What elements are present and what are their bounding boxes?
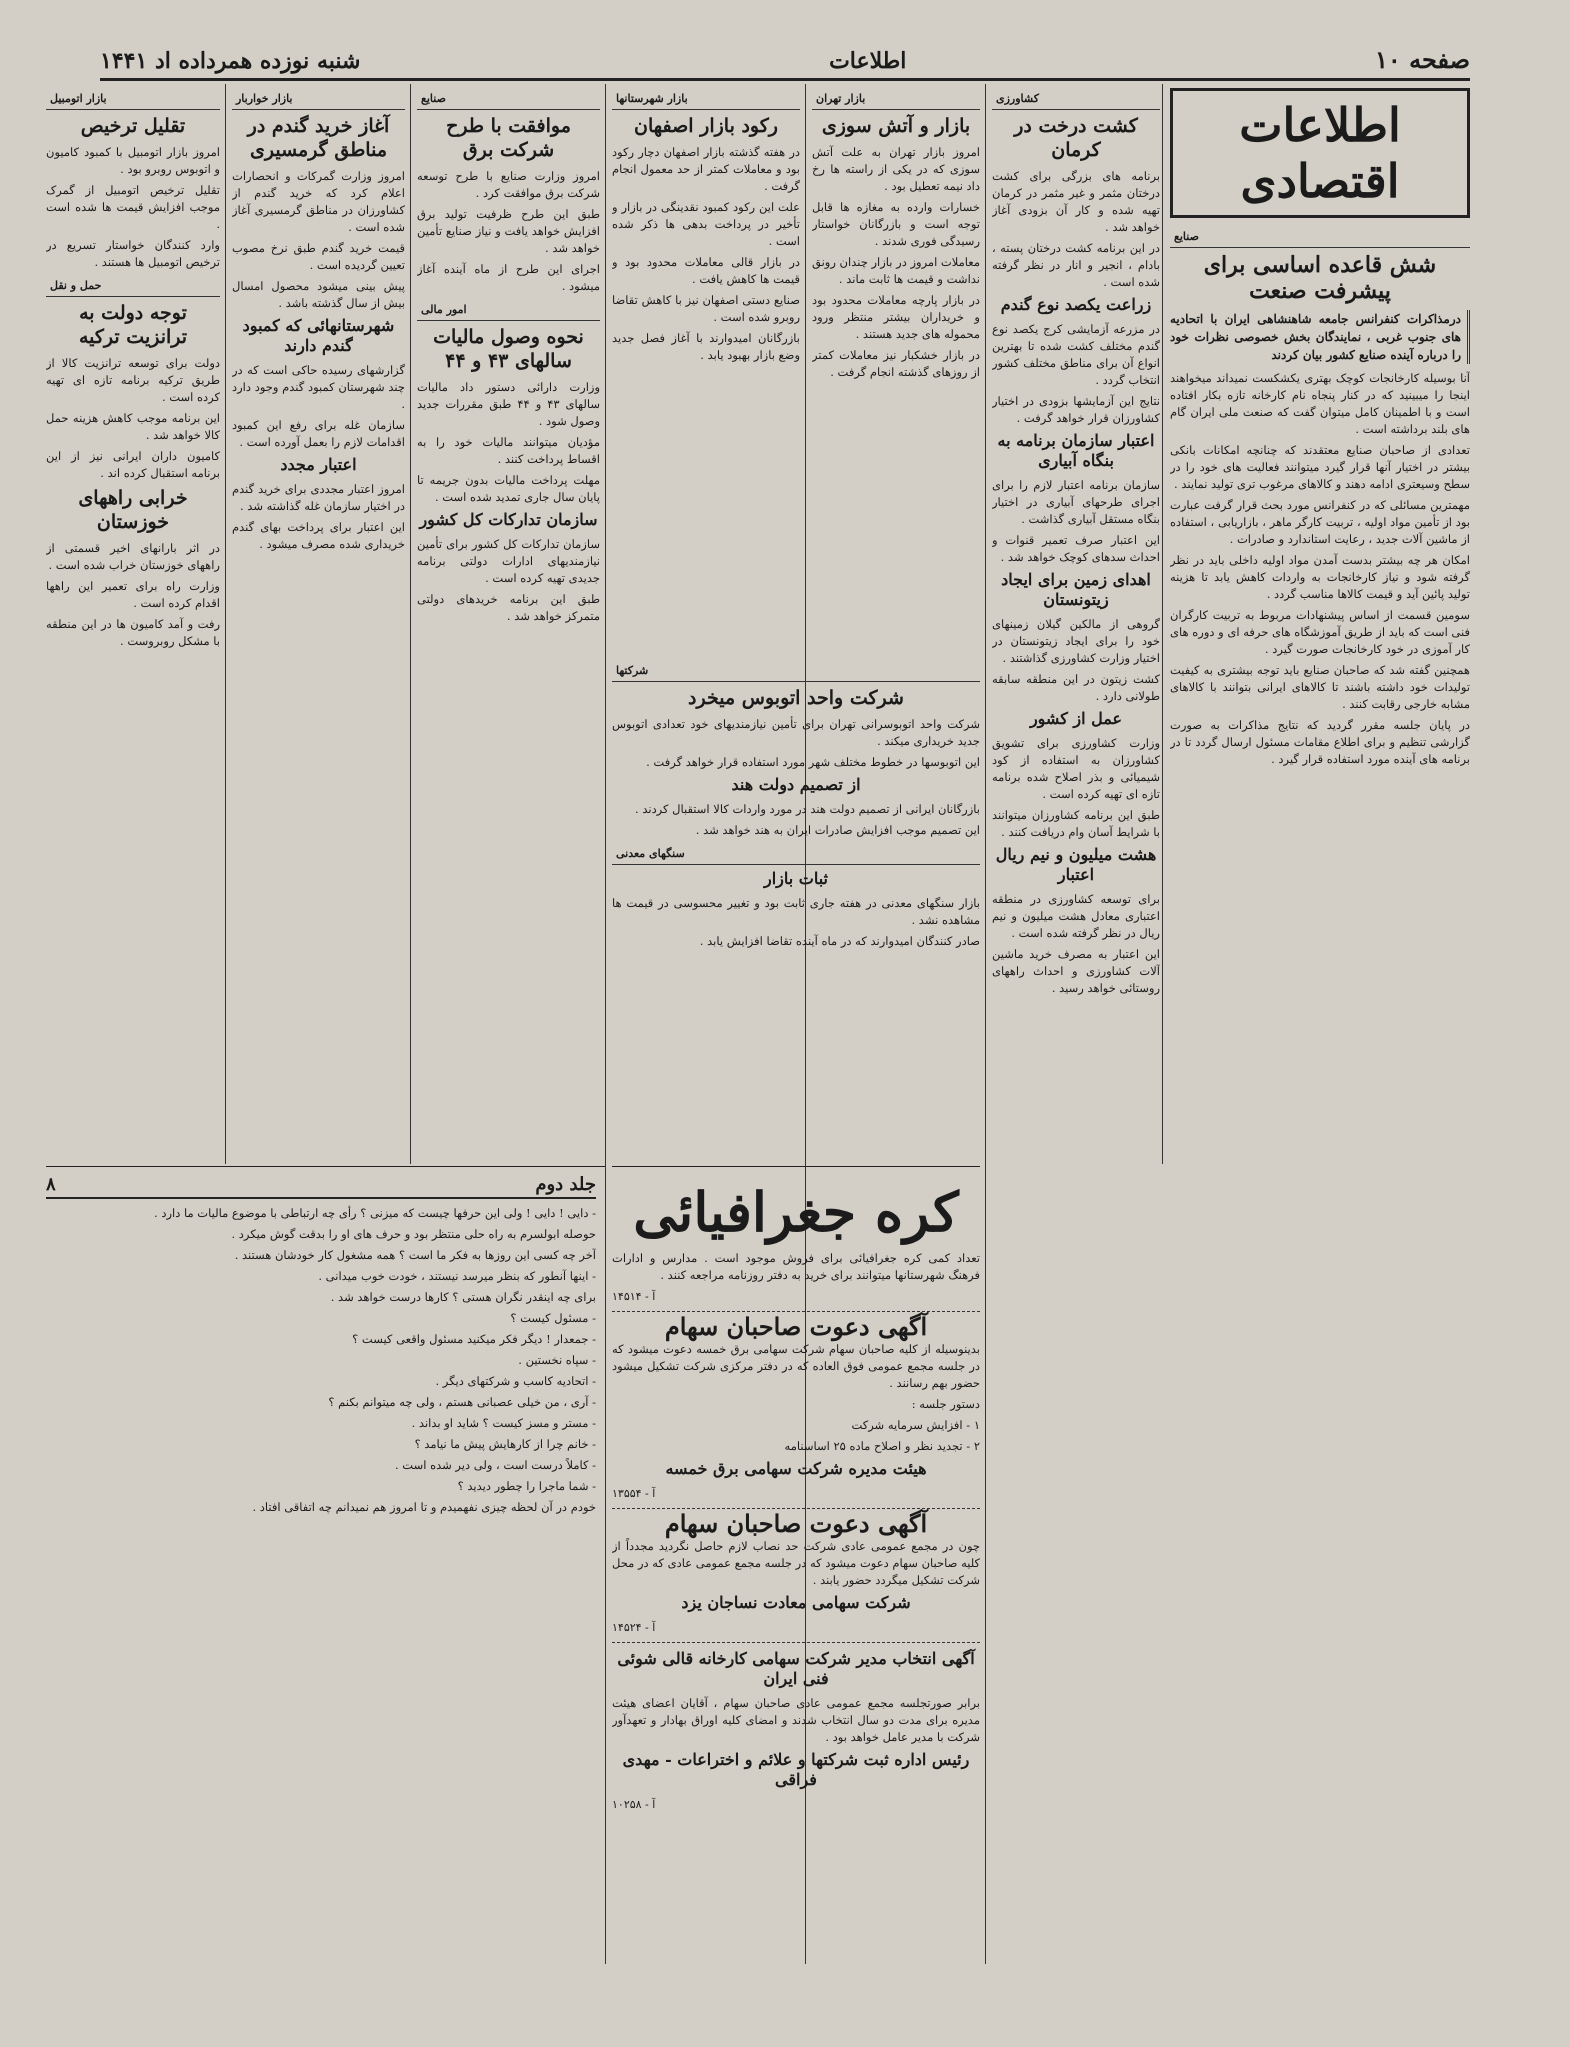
column-provincial-markets (612, 88, 800, 648)
ad-code: آ - ۱۳۵۵۴ (612, 1487, 656, 1500)
article-paragraph: در مزرعه آزمایشی کرج یکصد نوع گندم مختلف کشت شده تا بهترین انواع آن برای مناطق مختلف کشور انتخاب گردد . (992, 322, 1160, 387)
article-paragraph: نتایج این آزمایشها بزودی در اختیار کشاورزان قرار خواهد گرفت . (992, 394, 1160, 425)
article-paragraph: وزارت راه برای تعمیر این راهها اقدام کرده است . (46, 579, 220, 610)
serial-paragraph: - دایی ! دایی ! ولی این حرفها چیست که میزنی ؟ رأی چه ارتباطی با موضوع مالیات ما دارد . (154, 1206, 596, 1220)
serial-paragraph: - مستر و مسز کیست ؟ شاید او بداند . (411, 1416, 596, 1430)
article-paragraph: امروز بازار اتومبیل با کمبود کامیون و اتوبوس روبرو بود . (46, 145, 220, 176)
advertisements (612, 1176, 980, 1956)
serial-paragraph: - اینها آنطور که بنظر میرسد نیستند ، خودت خوب میدانی . (318, 1269, 596, 1283)
article-paragraph: این اتوبوسها در خطوط مختلف شهر مورد استفاده قرار خواهد گرفت . (646, 755, 980, 769)
column-companies (612, 660, 980, 1160)
article-headline: توجه دولت به ترانزیت ترکیه (78, 302, 188, 348)
article-paragraph: امکان هر چه بیشتر بدست آمدن مواد اولیه داخلی باید در نظر گرفته شود و نیاز کارخانجات به واردات کاهش یابد تا هزینه تولید پائین آید و قیمت کالاها مناسب گردد . (1170, 553, 1470, 601)
article-paragraph: علت این رکود کمبود نقدینگی در بازار و تأخیر در پرداخت بدهی ها ذکر شده است . (612, 200, 800, 248)
article-paragraph: قیمت خرید گندم طبق نرخ مصوب تعیین گردیده است . (232, 241, 405, 272)
article-headline: رکود بازار اصفهان (634, 115, 778, 137)
article-paragraph: برنامه های بزرگی برای کشت درختان مثمر و غیر مثمر در کرمان تهیه شده و کار آن بزودی آغاز خواهد شد . (992, 169, 1160, 234)
column-divider (225, 84, 226, 1164)
ad-agenda-item: ۲ - تجدید نظر و اصلاح ماده ۲۵ اساسنامه (784, 1439, 980, 1453)
article-paragraph: این اعتبار صرف تعمیر قنوات و احداث سدهای کوچک خواهد شد . (992, 533, 1160, 564)
article-paragraph: این اعتبار برای پرداخت بهای گندم خریداری شده مصرف میشود . (232, 520, 405, 551)
section-tag: امور مالی (417, 299, 600, 321)
article-paragraph: معاملات امروز در بازار چندان رونق نداشت و قیمت ها ثابت ماند . (812, 255, 980, 286)
page-header (100, 38, 1470, 74)
article-paragraph: در بازار قالی معاملات محدود بود و قیمت ها کاهش یافت . (612, 255, 800, 286)
paper-name: اطلاعات (829, 48, 907, 74)
article-paragraph: صنایع دستی اصفهان نیز با کاهش تقاضا روبرو شده است . (612, 293, 800, 324)
article-paragraph: مهلت پرداخت مالیات بدون جریمه تا پایان سال جاری تمدید شده است . (417, 473, 600, 504)
article-paragraph: سومین قسمت از اساس پیشنهادات مربوط به تربیت کارگران فنی است که باید از طریق آموزشگاه های حرفه ای و دوره های کار آموزی در خود کارخانجات صورت گیرد . (1170, 608, 1470, 656)
article-headline: اهدای زمین برای ایجاد زیتونستان (1001, 570, 1151, 609)
ad-shareholders-title: آگهی دعوت صاحبان سهام (664, 1509, 928, 1538)
serial-paragraph: حوصله ابولسرم به راه حلی منتظر بود و حرف های او را بدقت گوش میکرد . (231, 1227, 596, 1241)
article-paragraph: تعدادی از صاحبان صنایع معتقدند که چنانچه امکانات بانکی بیشتر در اختیار آنها قرار گیرد میتوانند فعالیت های خود را در سطح وسیعتری ادامه دهند و کالاهای مرغوب تری تولید نمایند . (1170, 443, 1470, 491)
serial-paragraph: - سپاه نخستین . (518, 1353, 596, 1367)
article-headline: شش قاعده اساسی برای پیشرفت صنعت (1203, 252, 1437, 304)
article-headline: خرابی راههای خوزستان (78, 487, 188, 533)
article-paragraph: طبق این برنامه خریدهای دولتی متمرکز خواهد شد . (417, 592, 600, 623)
serial-novel (46, 1176, 596, 1956)
article-headline: سازمان تدارکات کل کشور (419, 510, 598, 529)
article-paragraph: وارد کنندگان خواستار تسریع در ترخیص اتومبیل ها هستند . (46, 238, 220, 269)
serial-paragraph: - جمعدار ! دیگر فکر میکنید مسئول واقعی کیست ؟ (352, 1332, 596, 1346)
section-tag: بازار تهران (812, 88, 980, 110)
serial-paragraph: برای چه اینقدر نگران هستی ؟ کارها درست خواهد شد . (330, 1290, 596, 1304)
article-paragraph: تقلیل ترخیص اتومبیل از گمرک موجب افزایش قیمت ها شده است . (46, 183, 220, 231)
article-paragraph: رفت و آمد کامیون ها در این منطقه با مشکل روبروست . (46, 617, 220, 648)
article-headline: شهرستانهائی که کمبود گندم دارند (242, 316, 395, 355)
article-paragraph: در هفته گذشته بازار اصفهان دچار رکود بود و معاملات کمتر از حد معمول انجام گرفت . (612, 145, 800, 193)
article-paragraph: اجرای این طرح از ماه آینده آغاز میشود . (417, 262, 600, 293)
column-automobile (46, 88, 220, 1158)
article-headline: بازار و آتش سوزی (821, 115, 971, 137)
ad-globe-title: کره جغرافیائی (633, 1180, 959, 1244)
section-rule (46, 1166, 605, 1167)
article-paragraph: در پایان جلسه مقرر گردید که نتایج مذاکرات به صورت گزارشی تنظیم و برای اطلاع مقامات مسئول ارسال گردد تا در برنامه های آینده مورد استفاده قرار گیرد . (1170, 718, 1470, 766)
article-headline: عمل از کشور (1029, 709, 1123, 728)
article-paragraph: همچنین گفته شد که صاحبان صنایع باید توجه بیشتری به کیفیت تولیدات خود داشته باشند تا کالاهای ایرانی بتوانند با کالاهای مشابه خارجی رقابت کنند . (1170, 663, 1470, 711)
article-paragraph: صادر کنندگان امیدوارند که در ماه آینده تقاضا افزایش یابد . (699, 934, 980, 948)
serial-paragraph: - مسئول کیست ؟ (510, 1311, 596, 1325)
article-paragraph: امروز اعتبار مجددی برای خرید گندم در اختیار سازمان غله گذاشته شد . (232, 482, 405, 513)
section-tag: حمل و نقل (46, 275, 220, 297)
article-headline: آغاز خرید گندم در مناطق گرمسیری (247, 115, 390, 161)
ad-code: آ - ۱۴۵۲۴ (612, 1621, 656, 1634)
article-headline: نحوه وصول مالیات سالهای ۴۳ و ۴۴ (433, 326, 584, 372)
article-paragraph: در این برنامه کشت درختان پسته ، بادام ، انجیر و انار در نظر گرفته شده است . (992, 241, 1160, 289)
article-paragraph: مؤدیان میتوانند مالیات خود را به اقساط پرداخت کنند . (417, 435, 600, 466)
article-paragraph: این تصمیم موجب افزایش صادرات ایران به هند خواهد شد . (695, 823, 980, 837)
article-paragraph: دولت برای توسعه ترانزیت کالا از طریق ترکیه برنامه تازه ای تهیه کرده است . (46, 356, 220, 404)
ad-director-body: برابر صورتجلسه مجمع عمومی عادی صاحبان سهام ، آقایان اعضای هیئت مدیره برای مدت دو سال انتخاب شدند و امضای کلیه اوراق بهادار و تعهدآور شرکت با مدیر عامل خواهد بود . (612, 1696, 980, 1744)
serial-paragraph: - خانم چرا از کارهایش پیش ما نیامد ؟ (414, 1437, 596, 1451)
article-paragraph: کشت زیتون در این منطقه سابقه طولانی دارد . (992, 672, 1160, 703)
serial-paragraph: آخر چه کسی این روزها به فکر ما است ؟ همه مشغول کار خودشان هستند . (234, 1248, 596, 1262)
article-lead: درمذاکرات کنفرانس جامعه شاهنشاهی ایران با اتحادیه های جنوب غربی ، نمایندگان بخش خصوصی نظرات خود را درباره آینده صنایع کشور بیان کردند (1170, 310, 1470, 364)
serial-paragraph: خودم در آن لحظه چیزی نفهمیدم و تا امروز هم نمیدانم چه اتفاقی افتاد . (252, 1500, 596, 1514)
article-paragraph: پیش بینی میشود محصول امسال بیش از سال گذشته باشد . (232, 279, 405, 310)
column-divider (1162, 84, 1163, 1164)
section-tag: بازار شهرستانها (612, 88, 800, 110)
article-paragraph: گروهی از مالکین گیلان زمینهای خود را برای ایجاد زیتونستان در اختیار وزارت کشاورزی گذاشتند . (992, 617, 1160, 665)
article-paragraph: در بازار پارچه معاملات محدود بود و خریداران بیشتر منتظر ورود محموله های جدید هستند . (812, 293, 980, 341)
header-rule (100, 78, 1470, 81)
article-headline: تقلیل ترخیص (80, 115, 186, 137)
ad-signature: رئیس اداره ثبت شرکتها و علائم و اختراعات - مهدی فراقی (622, 1750, 970, 1789)
article-paragraph: این اعتبار به مصرف خرید ماشین آلات کشاورزی و احداث راههای روستائی خواهد رسید . (992, 947, 1160, 995)
section-tag: بازار خواربار (232, 88, 405, 110)
serial-page-number: ۸ (46, 1176, 56, 1195)
ad-signature: شرکت سهامی معادت نساجان یزد (681, 1593, 911, 1612)
article-paragraph: مهمترین مسائلی که در کنفرانس مورد بحث قرار گرفت عبارت بود از تأمین مواد اولیه ، تربیت کارگر ماهر ، بازاریابی ، استفاده از ماشین آلات جدید ، رعایت استاندارد و صادرات . (1170, 498, 1470, 546)
ad-shareholders-title: آگهی دعوت صاحبان سهام (664, 1312, 928, 1341)
ad-code: آ - ۱۴۵۱۴ (612, 1290, 656, 1303)
section-tag: بازار اتومبیل (46, 88, 220, 110)
column-divider (985, 84, 986, 1964)
ad-director-title: آگهی انتخاب مدیر شرکت سهامی کارخانه قالی شوئی فنی ایران (617, 1649, 975, 1688)
article-headline: شرکت واحد اتوبوس میخرد (688, 687, 904, 709)
serial-volume: جلد دوم (535, 1176, 596, 1195)
article-headline: از تصمیم دولت هند (731, 775, 861, 794)
article-paragraph: بازرگانان ایرانی از تصمیم دولت هند در مورد واردات کالا استقبال کردند . (635, 802, 980, 816)
article-headline: اعتبار سازمان برنامه به بنگاه آبیاری (997, 431, 1155, 470)
article-paragraph: برای توسعه کشاورزی در منطقه اعتباری معادل هشت میلیون و نیم ریال در نظر گرفته شده است . (992, 892, 1160, 940)
ad-code: آ - ۱۰۲۵۸ (612, 1798, 656, 1811)
serial-header (46, 1176, 596, 1199)
column-divider (410, 84, 411, 1164)
article-headline: کشت درخت در کرمان (1014, 115, 1138, 161)
article-headline: زراعت یکصد نوع گندم (1000, 295, 1152, 314)
article-paragraph: گزارشهای رسیده حاکی است که در چند شهرستان کمبود گندم وجود دارد . (232, 363, 405, 411)
article-headline: ثبات بازار (763, 869, 828, 888)
serial-paragraph: - شما ماجرا را چطور دیدید ؟ (457, 1479, 596, 1493)
section-tag: صنایع (1170, 226, 1470, 248)
ad-agenda-item: ۱ - افزایش سرمایه شرکت (851, 1418, 980, 1432)
ad-shareholders-body: چون در مجمع عمومی عادی شرکت حد نصاب لازم حاصل نگردید مجدداً از کلیه صاحبان سهام دعوت میشود که در جلسه مجمع عمومی عادی که در محل شرکت تشکیل میگردد حضور یابند . (612, 1539, 980, 1587)
issue-date: شنبه نوزده همرداده اد ۱۴۴۱ (100, 48, 361, 74)
page-number: صفحه ۱۰ (1374, 45, 1470, 74)
article-paragraph: سازمان تدارکات کل کشور برای تأمین نیازمندیهای ادارات دولتی برنامه جدیدی تهیه کرده است . (417, 537, 600, 585)
article-paragraph: خسارات وارده به مغازه ها قابل توجه است و بازرگانان خواستار رسیدگی فوری شدند . (812, 200, 980, 248)
section-rule (612, 1166, 980, 1167)
article-paragraph: امروز وزارت گمرکات و انحصارات اعلام کرد که خرید گندم از کشاورزان در مناطق گرمسیری آغاز شده است . (232, 169, 405, 234)
serial-paragraph: - کاملاً درست است ، ولی دیر شده است . (394, 1458, 596, 1472)
article-paragraph: بازرگانان امیدوارند با آغاز فصل جدید وضع بازار بهبود یابد . (612, 331, 800, 362)
article-headline: موافقت با طرح شرکت برق (446, 115, 571, 161)
article-paragraph: کامیون داران ایرانی نیز از این برنامه استقبال کرده اند . (46, 449, 220, 480)
section-tag: کشاورزی (992, 88, 1160, 110)
ad-separator (612, 1642, 980, 1643)
column-finance (417, 88, 600, 1158)
serial-paragraph: - آری ، من خیلی عصبانی هستم ، ولی چه میتوانم بکنم ؟ (328, 1395, 596, 1409)
column-industry (1170, 88, 1470, 1958)
article-paragraph: سازمان برنامه اعتبار لازم را برای اجرای طرحهای آبیاری در اختیار بنگاه مستقل آبیاری گذاشت . (992, 478, 1160, 526)
ad-shareholders-body: بدینوسیله از کلیه صاحبان سهام شرکت سهامی برق خمسه دعوت میشود که در جلسه مجمع عمومی فوق العاده که در دفتر مرکزی شرکت تشکیل میشود حضور بهم رسانند . (612, 1342, 980, 1390)
column-agriculture (992, 88, 1160, 1958)
article-paragraph: سازمان غله برای رفع این کمبود اقدامات لازم را بعمل آورده است . (232, 418, 405, 449)
article-paragraph: بازار سنگهای معدنی در هفته جاری ثابت بود و تغییر محسوسی در قیمت ها مشاهده نشد . (612, 896, 980, 927)
article-paragraph: در اثر بارانهای اخیر قسمتی از راههای خوزستان خراب شده است . (46, 541, 220, 572)
article-paragraph: در بازار خشکبار نیز معاملات کمتر از روزهای گذشته انجام گرفت . (812, 348, 980, 379)
article-paragraph: آنا بوسیله کارخانجات کوچک بهتری یکشکست نمیداند میخواهند اینجا را میبینید که در کنار پنجاه نام کارخانه تازه بکار افتاده است و با اطمینان کامل میتوان گفت که صنعت ملی ایران گام های بلند برداشته است . (1170, 371, 1470, 436)
section-masthead: اطلاعات اقتصادی (1170, 88, 1470, 218)
ad-agenda-item: دستور جلسه : (911, 1397, 980, 1411)
ad-signature: هیئت مدیره شرکت سهامی برق خمسه (665, 1459, 927, 1478)
serial-paragraph: - اتحادیه کاسب و شرکتهای دیگر . (435, 1374, 596, 1388)
article-paragraph: این برنامه موجب کاهش هزینه حمل کالا خواهد شد . (46, 411, 220, 442)
article-paragraph: شرکت واحد اتوبوسرانی تهران برای تأمین نیازمندیهای خود تعدادی اتوبوس جدید خریداری میکند . (612, 717, 980, 748)
article-paragraph: وزارت دارائی دستور داد مالیات سالهای ۴۳ و ۴۴ طبق مقررات جدید وصول شود . (417, 380, 600, 428)
section-tag: شرکتها (612, 660, 980, 682)
column-groceries (232, 88, 405, 1158)
ad-globe-body: تعداد کمی کره جغرافیائی برای فروش موجود است . مدارس و ادارات فرهنگ شهرستانها میتوانند برای خرید به دفتر روزنامه مراجعه کنند . (612, 1251, 980, 1282)
article-paragraph: طبق این برنامه کشاورزان میتوانند با شرایط آسان وام دریافت کنند . (992, 808, 1160, 839)
column-divider (605, 84, 606, 1964)
section-tag: صنایع (417, 88, 600, 110)
article-headline: هشت میلیون و نیم ریال اعتبار (995, 845, 1157, 884)
article-paragraph: امروز بازار تهران به علت آتش سوزی که در یکی از راسته ها رخ داد نیمه تعطیل بود . (812, 145, 980, 193)
article-paragraph: امروز وزارت صنایع با طرح توسعه شرکت برق موافقت کرد . (417, 169, 600, 200)
article-paragraph: وزارت کشاورزی برای تشویق کشاورزان به استفاده از کود شیمیائی و بذر اصلاح شده برنامه تازه ای تهیه کرده است . (992, 736, 1160, 801)
section-tag: سنگهای معدنی (612, 843, 980, 865)
article-headline: اعتبار مجدد (280, 455, 357, 474)
article-paragraph: طبق این طرح ظرفیت تولید برق افزایش خواهد یافت و نیاز صنایع تأمین خواهد شد . (417, 207, 600, 255)
